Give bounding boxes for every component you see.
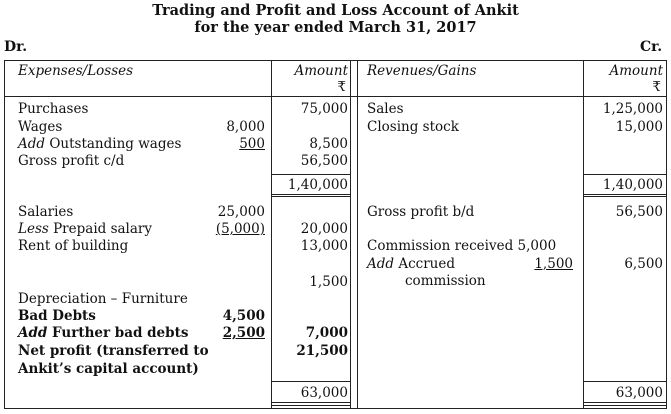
closing-stock-amount: 15,000 [615, 119, 663, 135]
misc-amount: 1,500 [309, 274, 348, 290]
rent-amount: 13,000 [300, 238, 348, 254]
further-inner-amount [180, 325, 265, 341]
center-divider-a [350, 60, 351, 409]
further-bad-debts-text: Further bad debts [47, 325, 189, 341]
pl-total-bottom-right-1 [583, 402, 667, 403]
pl-total-top-right [583, 381, 667, 382]
outstanding-wages-label [18, 136, 181, 152]
bad-debts-label: Bad Debts [18, 308, 96, 324]
pl-total-bottom-left-2 [271, 405, 351, 406]
outstanding-inner-amount [180, 136, 265, 152]
center-divider-b [357, 60, 358, 409]
salaries-amount: 20,000 [300, 221, 348, 237]
purchases-label: Purchases [18, 101, 89, 117]
table-left-border [4, 60, 5, 409]
commission-amount: 6,500 [624, 256, 663, 272]
prepaid-salary-label [18, 221, 152, 237]
less-keyword: Less [18, 221, 49, 237]
trading-total-left: 1,40,000 [287, 177, 348, 193]
pl-total-bottom-left-1 [271, 402, 351, 403]
prepaid-inner-value: (5,000) [215, 221, 265, 237]
commission-word: commission [405, 273, 486, 289]
pl-total-right: 63,000 [615, 385, 663, 401]
sales-amount: 1,25,000 [602, 101, 663, 117]
sales-label: Sales [367, 101, 404, 117]
purchases-amount: 75,000 [300, 101, 348, 117]
accrued-label [367, 256, 455, 272]
gross-profit-bd-amount: 56,500 [615, 204, 663, 220]
header-revenues: Revenues/Gains [367, 63, 477, 79]
add-keyword-3: Add [367, 256, 395, 272]
trading-total-right: 1,40,000 [602, 177, 663, 193]
header-amount-right: Amount [609, 63, 663, 79]
header-expenses: Expenses/Losses [18, 63, 134, 79]
add-keyword: Add [18, 136, 46, 152]
accrued-text: Accrued [394, 256, 455, 272]
wages-amount: 8,500 [309, 136, 348, 152]
wages-inner-amount: 8,000 [226, 119, 265, 135]
salaries-label: Salaries [18, 204, 74, 220]
credit-label: Cr. [640, 39, 663, 55]
accrued-inner-value: 1,500 [534, 256, 573, 272]
debit-label: Dr. [4, 39, 28, 55]
salaries-inner-amount: 25,000 [217, 204, 265, 220]
trading-total-bottom-left-1 [271, 194, 351, 195]
table-bottom-border [4, 408, 667, 409]
page-title: Trading and Profit and Loss Account of Ankit [152, 2, 519, 19]
header-currency-right: ₹ [652, 79, 661, 95]
further-inner-value: 2,500 [222, 325, 265, 341]
pl-total-bottom-right-2 [583, 405, 667, 406]
trading-total-top-right [583, 174, 667, 175]
header-divider [4, 96, 667, 97]
add-keyword-2: Add [18, 325, 48, 341]
gross-profit-cd-label: Gross profit c/d [18, 153, 125, 169]
outstanding-wages-text: Outstanding wages [45, 136, 182, 152]
gross-profit-bd-label: Gross profit b/d [367, 204, 475, 220]
trading-total-bottom-right-1 [583, 194, 667, 195]
closing-stock-label: Closing stock [367, 119, 459, 135]
bad-debts-inner-amount: 4,500 [222, 308, 265, 324]
prepaid-salary-text: Prepaid salary [48, 221, 152, 237]
accrued-inner-amount [490, 256, 573, 272]
prepaid-inner-amount [180, 221, 265, 237]
further-bad-debts-label [18, 325, 188, 341]
header-amount-left: Amount [294, 63, 348, 79]
outstanding-inner-value: 500 [239, 136, 265, 152]
commission-label: Commission received 5,000 [367, 238, 557, 254]
depreciation-label: Depreciation – Furniture [18, 291, 188, 307]
table-right-border [666, 60, 667, 409]
rent-label: Rent of building [18, 238, 129, 254]
net-profit-label-line1: Net profit (transferred to [18, 343, 209, 359]
gross-profit-cd-amount: 56,500 [300, 153, 348, 169]
pl-total-left: 63,000 [300, 385, 348, 401]
trading-total-bottom-right-2 [583, 196, 667, 197]
header-currency-left: ₹ [337, 79, 346, 95]
wages-label: Wages [18, 119, 63, 135]
bad-debts-amount: 7,000 [305, 325, 348, 341]
net-profit-label-line2: Ankit’s capital account) [18, 361, 199, 377]
trading-total-top-left [271, 174, 351, 175]
net-profit-amount: 21,500 [296, 343, 348, 359]
trading-total-bottom-left-2 [271, 196, 351, 197]
page-subtitle: for the year ended March 31, 2017 [194, 19, 477, 36]
pl-total-top-left [271, 381, 351, 382]
table-top-border [4, 60, 667, 61]
